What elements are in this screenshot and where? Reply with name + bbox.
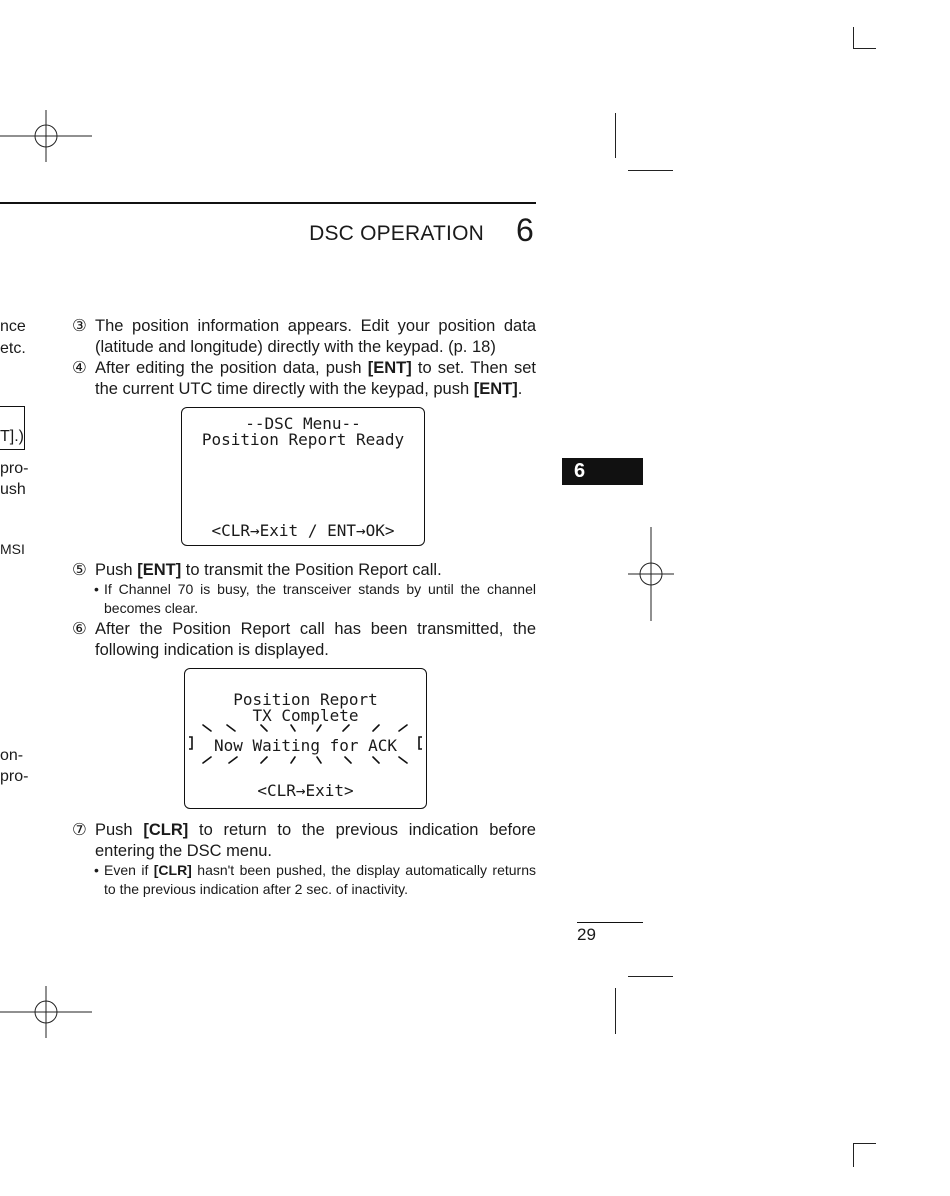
lcd-footer: <CLR→Exit / ENT→OK> (211, 521, 395, 540)
crop-mark (628, 170, 673, 171)
text-segment: After the Position Report call has been transmitted, the following indication is displayed. (95, 620, 536, 659)
step-text (72, 358, 536, 400)
crop-mark (628, 976, 673, 977)
step-number: ③ (72, 317, 87, 335)
cut-off-text: MSI (0, 541, 25, 557)
cut-off-text: etc. (0, 340, 26, 357)
text-segment: Push (95, 561, 138, 579)
step-number: ⑤ (72, 561, 87, 579)
key-label: [ENT] (473, 380, 518, 398)
lcd-line: --DSC Menu-- (245, 414, 361, 433)
step-4 (72, 358, 536, 400)
text-segment: hasn't been pushed, the display automatically returns to the previous indication after 2 sec. of inactivity. (104, 862, 536, 897)
registration-mark-icon (0, 110, 96, 162)
step-number: ⑦ (72, 821, 87, 839)
key-label: [ENT] (367, 359, 412, 377)
cut-off-text: T].) (0, 428, 24, 445)
lcd-line: Now Waiting for ACK (213, 736, 398, 755)
text-segment: to return to the previous indication before entering the DSC menu. (95, 821, 536, 860)
text-segment: If Channel 70 is busy, the transceiver stands by until the channel becomes clear. (104, 581, 536, 616)
text-segment: Even if (104, 862, 154, 878)
lcd-display-dsc-menu (181, 407, 425, 546)
registration-mark-icon (624, 527, 678, 621)
step-text (72, 316, 536, 358)
cut-off-text: nce (0, 318, 26, 335)
lcd-line: Position Report Ready (201, 430, 405, 449)
section-tab-label: 6 (574, 460, 586, 482)
section-tab (562, 458, 643, 485)
note (94, 580, 536, 618)
crop-mark (615, 113, 616, 158)
crop-mark (853, 27, 854, 49)
note (94, 861, 536, 899)
text-segment: to set. Then set the current UTC time directly with the keypad, push (95, 359, 537, 398)
bullet: • (94, 581, 99, 597)
lcd-line: TX Complete (252, 706, 359, 725)
key-label: [CLR] (153, 862, 192, 878)
cut-off-text: pro- (0, 460, 29, 477)
cut-off-text: pro- (0, 768, 29, 785)
cut-off-text: on- (0, 747, 24, 764)
text-segment: Push (95, 821, 144, 839)
text-segment: The position information appears. Edit your position data (latitude and longitude) directly with the keypad. (p. 18) (95, 317, 536, 356)
key-label: [ENT] (137, 561, 182, 579)
step-number: ⑥ (72, 620, 87, 638)
lcd-display-tx-complete (184, 668, 427, 809)
bullet: • (94, 862, 99, 878)
step-text (72, 560, 536, 581)
step-text (72, 820, 536, 862)
lcd-line: Position Report (233, 690, 378, 709)
crop-mark (853, 1143, 876, 1144)
step-number: ④ (72, 359, 87, 377)
crop-mark (615, 988, 616, 1034)
section-title: DSC OPERATION (309, 222, 484, 245)
step-7 (72, 820, 536, 862)
page-number: 29 (577, 925, 596, 944)
text-segment: . (517, 380, 523, 398)
note-text (94, 580, 536, 618)
crop-mark (853, 48, 876, 49)
section-number: 6 (516, 212, 534, 248)
key-label: [CLR] (143, 821, 189, 839)
page-number-rule (577, 922, 643, 923)
cut-off-text: ush (0, 481, 26, 498)
lcd-footer: <CLR→Exit> (257, 781, 354, 800)
step-5 (72, 560, 536, 581)
text-segment: to transmit the Position Report call. (181, 561, 442, 579)
text-segment: After editing the position data, push (95, 359, 368, 377)
note-text (94, 861, 536, 899)
registration-mark-icon (0, 986, 96, 1038)
crop-mark (853, 1143, 854, 1167)
step-6 (72, 619, 536, 661)
step-text (72, 619, 536, 661)
step-3 (72, 316, 536, 358)
header-rule (0, 202, 536, 204)
